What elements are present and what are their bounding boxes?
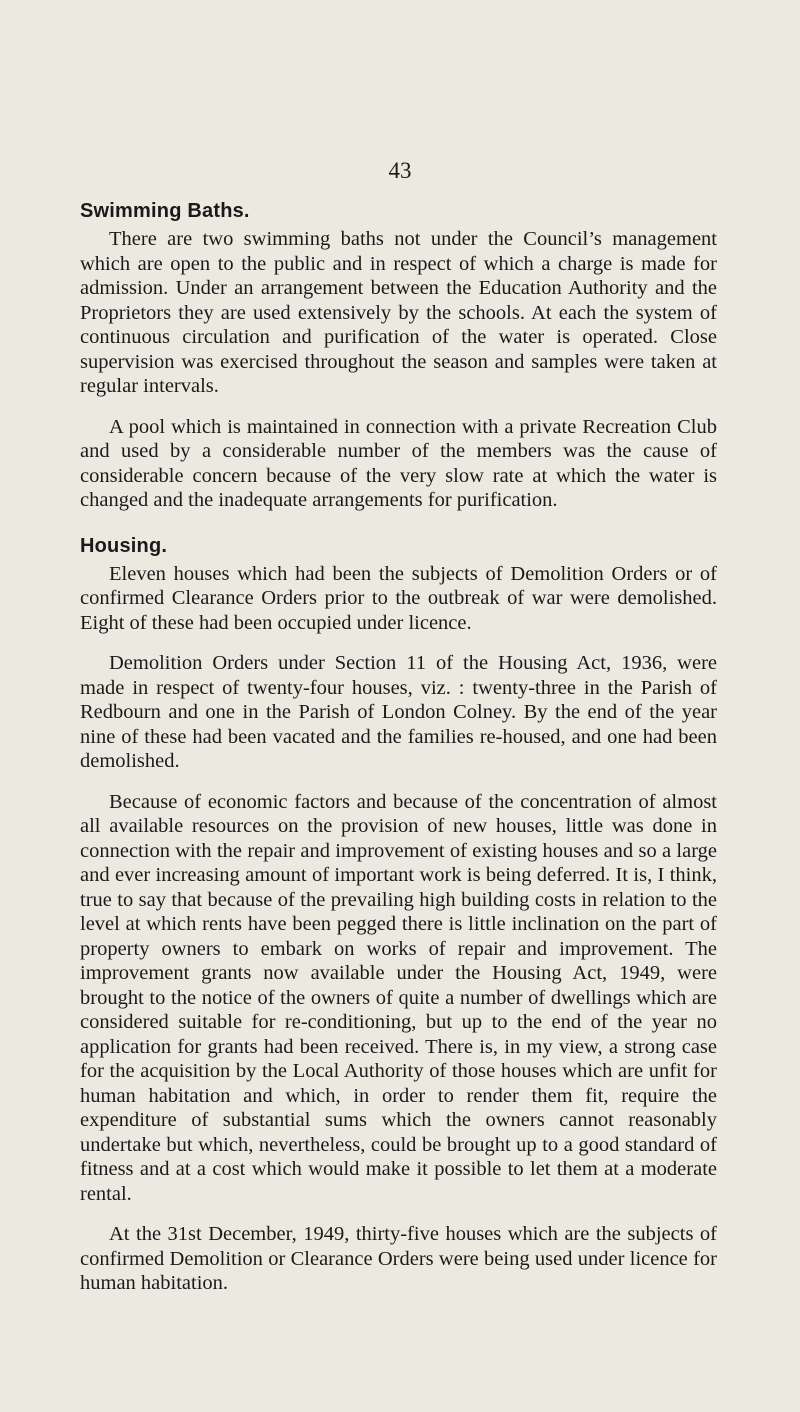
section-heading: Housing. (80, 534, 168, 557)
section-housing (80, 535, 717, 1296)
section-heading: Swimming Baths. (80, 200, 250, 222)
paragraph: There are two swimming baths not under the Council’s management which are open to the public and in respect of which a charge is made for admission. Under an arrangement between the Education Authority and the Proprietors they are used extensively by the schools. At each the system of continuous circulation and purification of the water is operated. Close supervision was exercised throughout the season and samples were taken at regular intervals. (80, 228, 717, 397)
paragraph: A pool which is maintained in connection with a private Recreation Club and used by a considerable number of the members was the cause of considerable concern because of the very slow rate at which the water is changed and the inadequate arrangements for purification. (80, 415, 717, 511)
paragraph: Because of economic factors and because of the concentration of almost all available resources on the provision of new houses, little was done in connection with the repair and improvement of existing houses and so a large and ever increasing amount of important work is being deferred. It is, I think, true to say that because of the prevailing high building costs in relation to the level at which rents have been pegged there is little inclination on the part of property owners to embark on works of repair and improvement. The improvement grants now available under the Housing Act, 1949, were brought to the notice of the owners of quite a number of dwellings which are considered suitable for re-conditioning, but up to the end of the year no application for grants had been received. There is, in my view, a strong case for the acquisition by the Local Authority of those houses which are unfit for human habitation and which, in order to render them fit, require the expenditure of substantial sums which the owners cannot reasonably undertake but which, nevertheless, could be brought up to a good standard of fitness and at a cost which would make it possible to let them at a moderate rental. (80, 790, 717, 1205)
paragraph: At the 31st December, 1949, thirty-five houses which are the subjects of confirmed Demolition or Clearance Orders were being used under licence for human habitation. (80, 1223, 717, 1294)
document-body (80, 200, 717, 1312)
paragraph: Demolition Orders under Section 11 of the Housing Act, 1936, were made in respect of twenty-four houses, viz. : twenty-three in the Parish of Redbourn and one in the Parish of London Colney. By the end of the year nine of these had been vacated and the families re-housed, and one had been demolished. (80, 652, 717, 772)
section-swimming-baths (80, 200, 717, 513)
paragraph: Eleven houses which had been the subjects of Demolition Orders or of confirmed Clearance Orders prior to the outbreak of war were demolished. Eight of these had been occupied under licence. (80, 562, 717, 634)
page-number: 43 (388, 158, 412, 183)
